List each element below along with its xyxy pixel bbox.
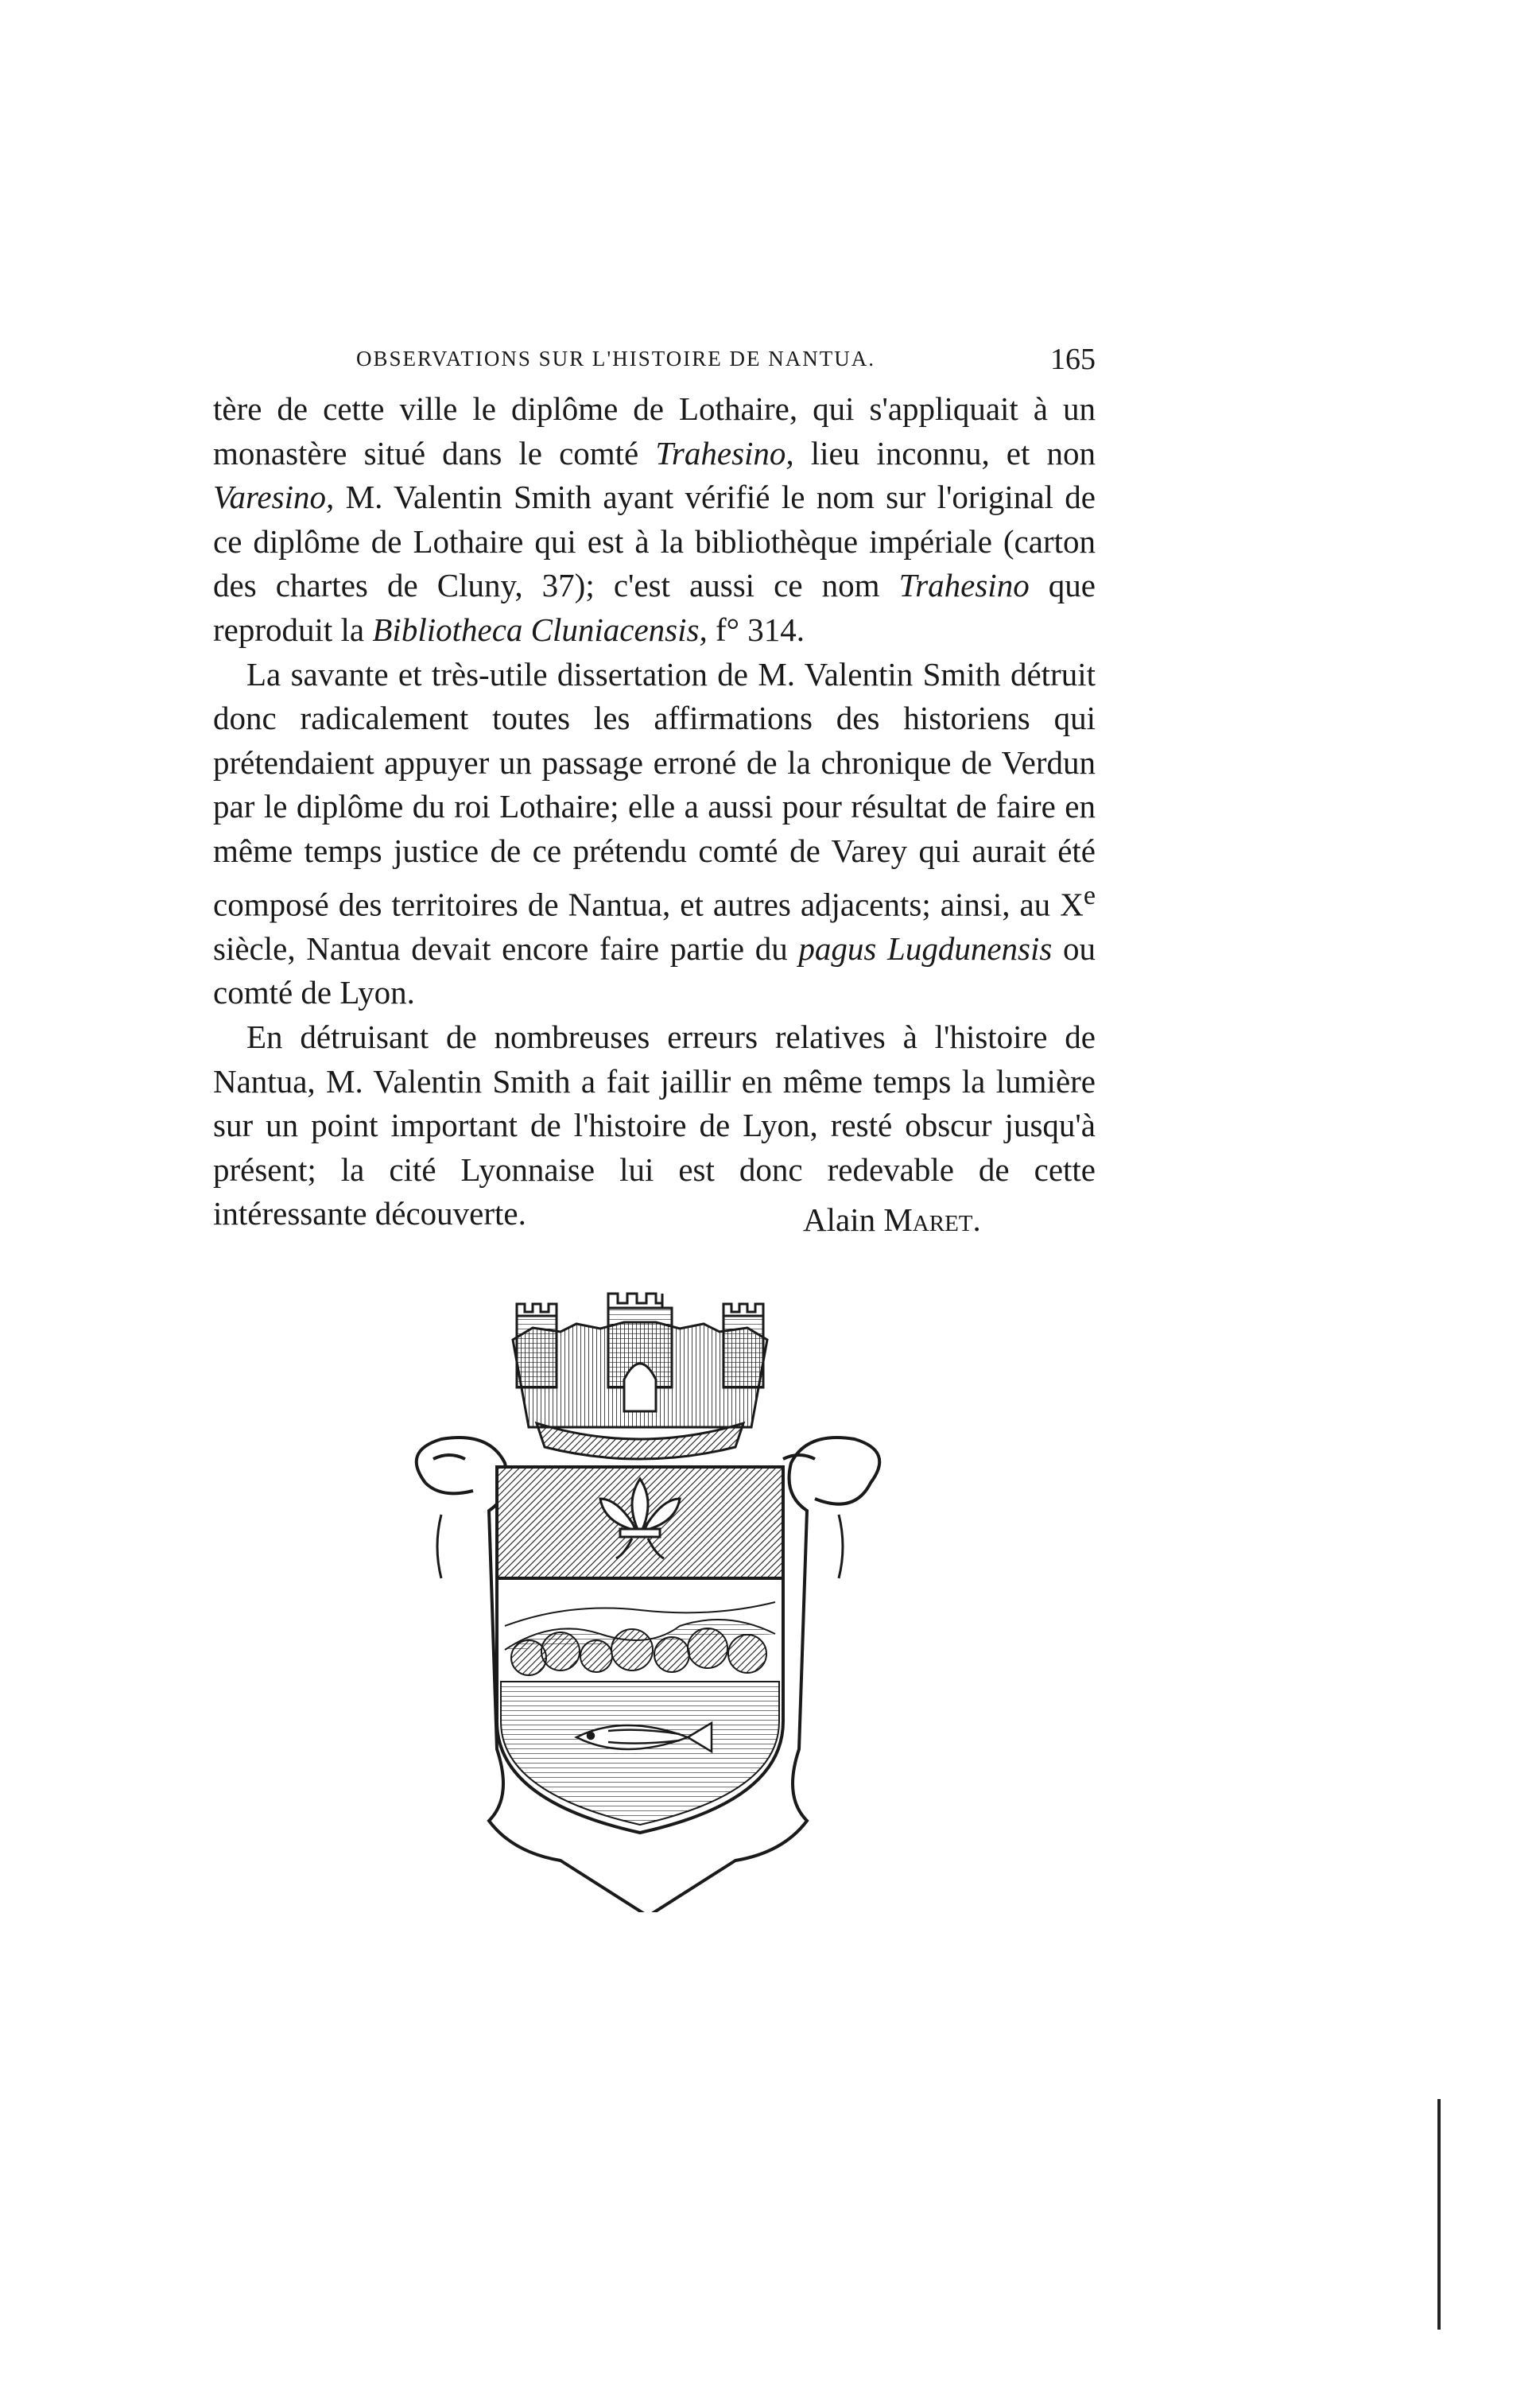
mural-crown bbox=[513, 1294, 767, 1459]
shield bbox=[497, 1467, 783, 1833]
paragraph-3: En détruisant de nombreuses erreurs relatives à l'histoire de Nantua, M. Valentin Smith a fait jaillir en même temps la lumière sur un point important de l'histoire de Lyon, resté obscur jusqu'à présent; la cité Lyonnaise lui est donc redevable de cette intéressante découverte. bbox=[213, 1018, 1096, 1232]
paragraph-2: La savante et très-utile dissertation de M. Valentin Smith détruit donc radicalement toutes les affirmations des historiens qui prétendaient appuyer un passage erroné de la chronique de Verdun par le diplôme du roi Lothaire; elle a aussi pour résultat de faire en même temps justice de ce prétendu comté de Varey qui aurait été composé des territoires de Nantua, et autres adjacents; ainsi, au Xe siècle, Nantua devait encore faire partie du pagus Lugdunensis ou comté de Lyon. bbox=[213, 655, 1096, 1011]
paragraph-1: tère de cette ville le diplôme de Lothaire, qui s'appliquait à un monastère situé dans le comté Trahesino, lieu inconnu, et non Varesino, M. Valentin Smith ayant vérifié le nom sur l'original de ce diplôme de Lothaire qui est à la bibliothèque impériale (carton des chartes de Cluny, 37); c'est aussi ce nom Trahesino que reproduit la Bibliotheca Cluniacensis, f° 314. bbox=[213, 390, 1096, 648]
page-number: 165 bbox=[1050, 343, 1096, 376]
author-signature bbox=[803, 1201, 981, 1239]
author-first-name: Alain bbox=[803, 1201, 876, 1238]
body-text bbox=[213, 387, 1096, 1236]
coat-of-arms-icon bbox=[394, 1276, 886, 1912]
running-head: OBSERVATIONS SUR L'HISTOIRE DE NANTUA. bbox=[356, 347, 875, 371]
page-header bbox=[213, 342, 1096, 382]
margin-mark bbox=[1437, 2099, 1441, 2330]
author-last-name: Maret. bbox=[883, 1201, 981, 1238]
